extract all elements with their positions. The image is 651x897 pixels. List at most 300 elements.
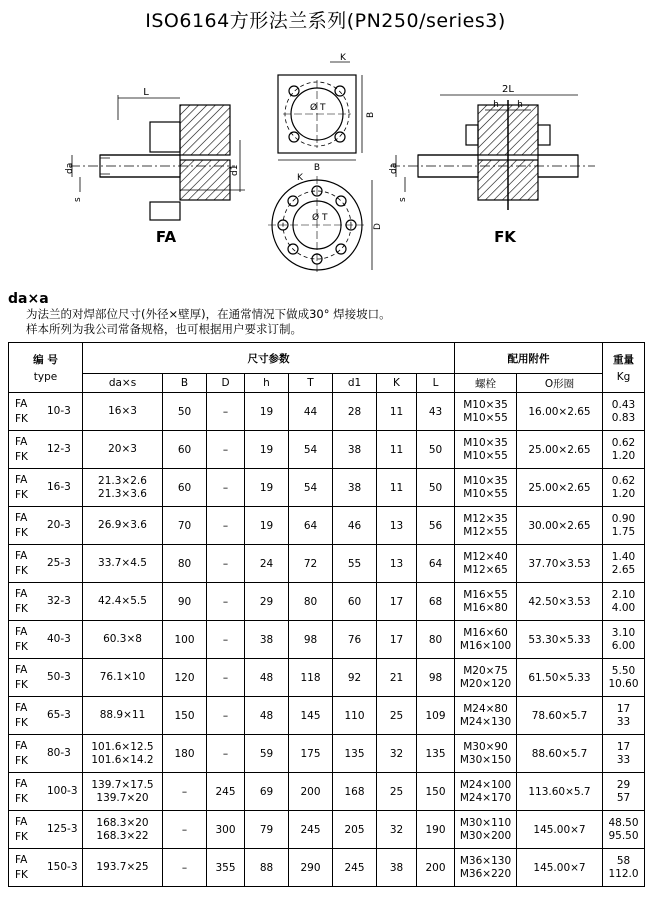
dim-B-cell: 60 (163, 431, 207, 469)
dim-B-cell: 60 (163, 469, 207, 507)
dim-B-cell: 50 (163, 393, 207, 431)
das-value: 168.3×20 (96, 816, 149, 829)
table-row (9, 393, 645, 431)
oring-cell: 53.30×5.33 (517, 621, 603, 659)
fk-drawing (390, 95, 595, 210)
dim-K-cell: 32 (377, 811, 417, 849)
type-size: 50-3 (47, 671, 71, 683)
bolt-value: M30×110 (459, 816, 512, 829)
bolt-cell (455, 849, 517, 887)
type-size: 16-3 (47, 481, 71, 493)
bolt-value: M24×100 (459, 778, 512, 791)
type-cell (9, 469, 83, 507)
bolt-cell (455, 659, 517, 697)
page-title: ISO6164方形法兰系列(PN250/series3) (145, 10, 506, 32)
bolt-value: M12×40 (463, 550, 508, 563)
dim-B-cell: 100 (163, 621, 207, 659)
bolt-value: M20×75 (463, 664, 508, 677)
dim-L-cell: 190 (417, 811, 455, 849)
das-value: 139.7×20 (96, 791, 149, 804)
bolt-value: M10×55 (463, 449, 508, 462)
dim-T-cell: 200 (289, 773, 333, 811)
dim-D-cell: – (207, 697, 245, 735)
dim-T-cell: 64 (289, 507, 333, 545)
weight-value: 17 (616, 740, 631, 753)
dim-D-cell: – (207, 507, 245, 545)
weight-cell (603, 507, 645, 545)
header-dims: 尺寸参数 (83, 343, 455, 374)
type-fk: FK (15, 603, 28, 615)
bolt-value: M12×65 (463, 563, 508, 576)
weight-value: 2.65 (611, 563, 636, 576)
header-L: L (417, 374, 455, 393)
oring-cell: 61.50×5.33 (517, 659, 603, 697)
type-size: 12-3 (47, 443, 71, 455)
dim-d1-cell: 110 (333, 697, 377, 735)
das-value: 21.3×2.6 (98, 474, 147, 487)
das-cell (83, 393, 163, 431)
weight-cell (603, 811, 645, 849)
dim-K-cell: 11 (377, 469, 417, 507)
dim-K-cell: 11 (377, 431, 417, 469)
type-cell (9, 659, 83, 697)
type-fk: FK (15, 565, 28, 577)
dim-T-cell: 80 (289, 583, 333, 621)
dim-T-cell: 44 (289, 393, 333, 431)
oring-cell: 145.00×7 (517, 811, 603, 849)
bolt-cell (455, 469, 517, 507)
header-D: D (207, 374, 245, 393)
dim-T-cell: 290 (289, 849, 333, 887)
dim-h-cell: 24 (245, 545, 289, 583)
dim-K-cell: 32 (377, 735, 417, 773)
bolt-cell (455, 583, 517, 621)
weight-value: 1.20 (611, 449, 636, 462)
weight-value: 33 (616, 715, 631, 728)
table-row (9, 697, 645, 735)
table-row (9, 773, 645, 811)
das-value: 60.3×8 (103, 633, 142, 645)
bolt-value: M10×55 (463, 487, 508, 500)
dim-da1-label: da (65, 162, 75, 174)
oring-cell: 30.00×2.65 (517, 507, 603, 545)
dim-T-cell: 175 (289, 735, 333, 773)
type-size: 100-3 (47, 785, 78, 797)
bolt-value: M20×120 (459, 677, 512, 690)
dim-B-cell: 120 (163, 659, 207, 697)
das-value: 21.3×3.6 (98, 487, 147, 500)
weight-value: 10.60 (608, 677, 639, 690)
das-value: 26.9×3.6 (98, 519, 147, 531)
das-value: 193.7×25 (96, 861, 149, 873)
type-size: 150-3 (47, 861, 78, 873)
dim-L-cell: 135 (417, 735, 455, 773)
dim-K-cell: 17 (377, 583, 417, 621)
fk-label: FK (494, 228, 516, 246)
bolt-value: M36×130 (459, 854, 512, 867)
bolt-value: M30×90 (463, 740, 508, 753)
dim-B-cell: 180 (163, 735, 207, 773)
dim-h-cell: 19 (245, 431, 289, 469)
table-row (9, 659, 645, 697)
type-fa: FA (15, 550, 28, 562)
dim-T2-label: Ø T (312, 213, 328, 223)
das-cell (83, 773, 163, 811)
das-value: 88.9×11 (99, 709, 146, 721)
type-fk: FK (15, 413, 28, 425)
type-fk: FK (15, 717, 28, 729)
table-row (9, 621, 645, 659)
type-fk: FK (15, 869, 28, 881)
bolt-value: M16×60 (463, 626, 508, 639)
das-cell (83, 735, 163, 773)
dim-K-cell: 38 (377, 849, 417, 887)
dim-L-cell: 68 (417, 583, 455, 621)
dim-h-label: h (493, 100, 499, 110)
dim-T-cell: 54 (289, 431, 333, 469)
type-fa: FA (15, 816, 28, 828)
dim-D-cell: – (207, 659, 245, 697)
table-row (9, 811, 645, 849)
header-T: T (289, 374, 333, 393)
type-size: 40-3 (47, 633, 71, 645)
dim-T-cell: 118 (289, 659, 333, 697)
dim-d1-cell: 205 (333, 811, 377, 849)
type-cell (9, 393, 83, 431)
dim-L-cell: 150 (417, 773, 455, 811)
weight-value: 0.62 (611, 436, 636, 449)
header-d1: d1 (333, 374, 377, 393)
bolt-cell (455, 621, 517, 659)
das-cell (83, 583, 163, 621)
bolt-value: M16×55 (463, 588, 508, 601)
bolt-value: M10×35 (463, 398, 508, 411)
dim-K-cell: 11 (377, 393, 417, 431)
oring-cell: 25.00×2.65 (517, 469, 603, 507)
weight-value: 1.20 (611, 487, 636, 500)
dim-B-cell: 150 (163, 697, 207, 735)
dim-T-cell: 145 (289, 697, 333, 735)
header-das: da×s (83, 374, 163, 393)
bolt-value: M10×35 (463, 474, 508, 487)
notes-line-2: 样本所列为我公司常备规格，也可根据用户要求订制。 (26, 322, 302, 336)
oring-cell: 37.70×3.53 (517, 545, 603, 583)
type-fk: FK (15, 679, 28, 691)
bolt-value: M30×150 (459, 753, 512, 766)
das-value: 16×3 (108, 405, 137, 417)
bolt-value: M16×100 (459, 639, 512, 652)
table-row (9, 735, 645, 773)
dim-h-cell: 19 (245, 393, 289, 431)
weight-value: 6.00 (611, 639, 636, 652)
das-value: 101.6×12.5 (91, 740, 154, 753)
type-cell (9, 583, 83, 621)
type-size: 125-3 (47, 823, 78, 835)
type-fk: FK (15, 527, 28, 539)
dim-d1-label: d1 (230, 164, 240, 176)
dim-h-cell: 48 (245, 659, 289, 697)
type-cell (9, 849, 83, 887)
type-cell (9, 621, 83, 659)
dim-B-side-label: B (366, 111, 376, 118)
type-size: 25-3 (47, 557, 71, 569)
header-K: K (377, 374, 417, 393)
dim-T1-label: Ø T (310, 103, 326, 113)
dim-h-cell: 79 (245, 811, 289, 849)
weight-value: 112.0 (608, 867, 639, 880)
dim-d1-cell: 135 (333, 735, 377, 773)
oring-cell: 113.60×5.7 (517, 773, 603, 811)
dim-D-cell: 300 (207, 811, 245, 849)
header-kg-label: Kg (616, 371, 631, 383)
type-cell (9, 735, 83, 773)
weight-value: 0.83 (611, 411, 636, 424)
dim-D-cell: – (207, 735, 245, 773)
das-cell (83, 545, 163, 583)
dim-D-cell: – (207, 393, 245, 431)
weight-cell (603, 659, 645, 697)
weight-cell (603, 697, 645, 735)
type-size: 32-3 (47, 595, 71, 607)
weight-value: 57 (616, 791, 631, 804)
dim-K1-label: K (340, 53, 346, 63)
type-fa: FA (15, 664, 28, 676)
type-fa: FA (15, 854, 28, 866)
dim-h-cell: 29 (245, 583, 289, 621)
bolt-value: M12×55 (463, 525, 508, 538)
type-fk: FK (15, 831, 28, 843)
spec-table-body (9, 393, 645, 887)
dim-L-cell: 80 (417, 621, 455, 659)
das-value: 101.6×14.2 (91, 753, 154, 766)
weight-value: 29 (616, 778, 631, 791)
bolt-value: M24×170 (459, 791, 512, 804)
dim-L-cell: 50 (417, 469, 455, 507)
dim-d1-cell: 168 (333, 773, 377, 811)
table-row (9, 545, 645, 583)
das-cell (83, 507, 163, 545)
weight-value: 5.50 (611, 664, 636, 677)
bolt-cell (455, 507, 517, 545)
table-row (9, 431, 645, 469)
dim-D-cell: – (207, 431, 245, 469)
type-cell (9, 697, 83, 735)
dim-L-cell: 64 (417, 545, 455, 583)
type-cell (9, 811, 83, 849)
das-cell (83, 811, 163, 849)
dim-K-cell: 25 (377, 773, 417, 811)
dim-h-cell: 69 (245, 773, 289, 811)
header-weight-label: 重量 (613, 354, 634, 366)
dim-d1-cell: 245 (333, 849, 377, 887)
table-row (9, 583, 645, 621)
dim-h-cell: 19 (245, 469, 289, 507)
das-cell (83, 469, 163, 507)
dim-D-cell: – (207, 469, 245, 507)
type-fa: FA (15, 436, 28, 448)
dim-D-cell: 245 (207, 773, 245, 811)
dim-h-cell: 59 (245, 735, 289, 773)
weight-cell (603, 773, 645, 811)
bolt-cell (455, 393, 517, 431)
bolt-value: M24×80 (463, 702, 508, 715)
das-value: 139.7×17.5 (91, 778, 154, 791)
spec-table (8, 342, 645, 887)
dim-T-cell: 72 (289, 545, 333, 583)
dim-T-cell: 245 (289, 811, 333, 849)
type-size: 10-3 (47, 405, 71, 417)
weight-cell (603, 431, 645, 469)
technical-drawings (0, 40, 651, 290)
weight-value: 17 (616, 702, 631, 715)
table-row (9, 469, 645, 507)
fa-label: FA (155, 228, 177, 246)
bolt-value: M10×35 (463, 436, 508, 449)
dim-T-cell: 98 (289, 621, 333, 659)
type-size: 65-3 (47, 709, 71, 721)
bolt-cell (455, 735, 517, 773)
dim-L-cell: 56 (417, 507, 455, 545)
dim-K-cell: 21 (377, 659, 417, 697)
weight-value: 0.62 (611, 474, 636, 487)
dim-d1-cell: 55 (333, 545, 377, 583)
header-type-label: type (33, 371, 58, 383)
das-value: 42.4×5.5 (98, 595, 147, 607)
header-bolt: 螺栓 (455, 374, 517, 393)
dim-D-cell: – (207, 621, 245, 659)
das-cell (83, 697, 163, 735)
bolt-value: M10×55 (463, 411, 508, 424)
notes-heading: da×a (8, 291, 49, 307)
oring-cell: 16.00×2.65 (517, 393, 603, 431)
weight-value: 2.10 (611, 588, 636, 601)
weight-value: 95.50 (608, 829, 639, 842)
weight-value: 3.10 (611, 626, 636, 639)
header-accessories: 配用附件 (455, 343, 603, 374)
weight-cell (603, 583, 645, 621)
oring-cell: 42.50×3.53 (517, 583, 603, 621)
type-cell (9, 507, 83, 545)
header-weight (603, 343, 645, 393)
dim-d1-cell: 46 (333, 507, 377, 545)
weight-value: 1.40 (611, 550, 636, 563)
dim-T-cell: 54 (289, 469, 333, 507)
type-fa: FA (15, 626, 28, 638)
dim-K-cell: 25 (377, 697, 417, 735)
das-value: 76.1×10 (99, 671, 146, 683)
dim-h2-label: h (517, 100, 523, 110)
weight-value: 48.50 (608, 816, 639, 829)
dim-B-cell: 90 (163, 583, 207, 621)
das-cell (83, 849, 163, 887)
header-oring: O形圈 (517, 374, 603, 393)
dim-D-cell: – (207, 583, 245, 621)
dim-D-cell: – (207, 545, 245, 583)
weight-cell (603, 393, 645, 431)
weight-cell (603, 621, 645, 659)
weight-cell (603, 849, 645, 887)
oring-cell: 78.60×5.7 (517, 697, 603, 735)
dim-D-label: D (373, 223, 383, 230)
dim-D-cell: 355 (207, 849, 245, 887)
weight-value: 0.43 (611, 398, 636, 411)
dim-L-cell: 50 (417, 431, 455, 469)
type-cell (9, 431, 83, 469)
type-fa: FA (15, 702, 28, 714)
type-fa: FA (15, 588, 28, 600)
dim-K2-label: K (297, 173, 303, 183)
dim-s1-label: s (73, 197, 83, 202)
fa-drawing (70, 95, 245, 220)
type-fk: FK (15, 451, 28, 463)
weight-cell (603, 735, 645, 773)
dim-d1-cell: 76 (333, 621, 377, 659)
bolt-value: M36×220 (459, 867, 512, 880)
header-h: h (245, 374, 289, 393)
bolt-cell (455, 811, 517, 849)
dim-d1-cell: 28 (333, 393, 377, 431)
weight-value: 4.00 (611, 601, 636, 614)
type-fa: FA (15, 512, 28, 524)
header-B: B (163, 374, 207, 393)
dim-L-label: L (143, 87, 149, 98)
dim-L-cell: 43 (417, 393, 455, 431)
dim-h-cell: 48 (245, 697, 289, 735)
type-fa: FA (15, 398, 28, 410)
dim-d1-cell: 60 (333, 583, 377, 621)
das-cell (83, 659, 163, 697)
das-value: 33.7×4.5 (98, 557, 147, 569)
notes-line-1: 为法兰的对焊部位尺寸(外径×壁厚)，在通常情况下做成30° 焊接坡口。 (26, 307, 391, 321)
oring-cell: 145.00×7 (517, 849, 603, 887)
dim-K-cell: 13 (377, 507, 417, 545)
type-fk: FK (15, 755, 28, 767)
bolt-value: M12×35 (463, 512, 508, 525)
type-fa: FA (15, 474, 28, 486)
dim-K-cell: 13 (377, 545, 417, 583)
table-row (9, 849, 645, 887)
dim-d1-cell: 38 (333, 431, 377, 469)
type-size: 80-3 (47, 747, 71, 759)
oring-cell: 88.60×5.7 (517, 735, 603, 773)
type-cell (9, 773, 83, 811)
bolt-cell (455, 773, 517, 811)
round-flange-drawing (268, 176, 372, 274)
dim-d1-cell: 38 (333, 469, 377, 507)
type-size: 20-3 (47, 519, 71, 531)
notes (8, 292, 648, 337)
weight-value: 1.75 (611, 525, 636, 538)
bolt-cell (455, 545, 517, 583)
type-fa: FA (15, 778, 28, 790)
type-fk: FK (15, 641, 28, 653)
dim-K-cell: 17 (377, 621, 417, 659)
dim-h-cell: 88 (245, 849, 289, 887)
weight-cell (603, 469, 645, 507)
das-value: 20×3 (108, 443, 137, 455)
bolt-value: M16×80 (463, 601, 508, 614)
oring-cell: 25.00×2.65 (517, 431, 603, 469)
bolt-value: M30×200 (459, 829, 512, 842)
dim-B-cell: – (163, 811, 207, 849)
das-value: 168.3×22 (96, 829, 149, 842)
dim-B-top-label: B (313, 163, 321, 173)
dim-B-cell: – (163, 849, 207, 887)
type-fa: FA (15, 740, 28, 752)
dim-s2-label: s (398, 197, 408, 202)
type-fk: FK (15, 489, 28, 501)
dim-L-cell: 109 (417, 697, 455, 735)
